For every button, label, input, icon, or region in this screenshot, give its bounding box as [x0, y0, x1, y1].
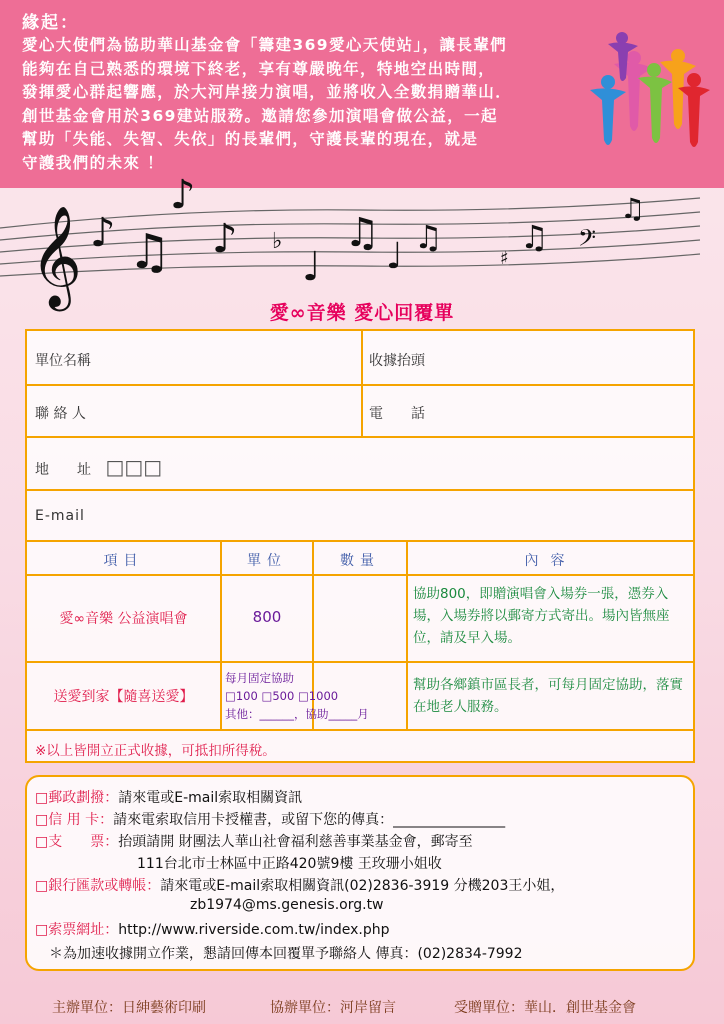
- row-homecare-item: 送愛到家【隨喜送愛】: [53, 689, 194, 705]
- eighth-note-icon: ♪: [90, 210, 116, 256]
- footer-beneficiary: 受贈單位：華山．創世基金會: [454, 1000, 636, 1016]
- row-homecare-content: 幫助各鄉鎮市區長者，可每月固定協助，落實在地老人服務。: [413, 677, 683, 715]
- postal-code-boxes[interactable]: □□□: [105, 455, 163, 479]
- beamed-notes-icon: ♫: [128, 224, 172, 280]
- payment-postal[interactable]: [35, 787, 302, 807]
- payment-check-address: 111台北市士林區中正路420號9樓 王玫珊小姐收: [137, 856, 442, 872]
- divider: [27, 489, 693, 491]
- contact-field[interactable]: 聯 絡 人: [35, 406, 86, 422]
- payment-card-text: 請來電索取信用卡授權書，或留下您的傳真：________________: [113, 812, 506, 828]
- payment-ticket[interactable]: [35, 919, 389, 939]
- footer-co-organizer: 協辦單位：河岸留言: [270, 1000, 396, 1016]
- row-concert-content: 協助800，即贈演唱會入場券一張，憑券入場，入場券將以郵寄方式寄出。場內皆無座位，請及早入場。: [413, 586, 670, 646]
- phone-field[interactable]: 電 話: [369, 406, 425, 422]
- fax-note: ＊為加速收據開立作業，懇請回傳本回覆單予聯絡人 傳真：(02)2834-7992: [49, 946, 523, 962]
- row-homecare-quantity-input[interactable]: [314, 663, 406, 729]
- payment-check-text: 抬頭請開 財團法人華山社會福利慈善事業基金會，郵寄至: [118, 834, 473, 850]
- intro-line: 發揮愛心群起響應，於大河岸接力演唱，並將收入全數捐贈華山．: [22, 83, 513, 101]
- intro-line: 愛心大使們為協助華山基金會「籌建369愛心天使站」，讓長輩們: [22, 36, 508, 54]
- divider: [361, 331, 363, 436]
- divider: [27, 574, 693, 576]
- payment-credit-card[interactable]: [35, 809, 505, 829]
- intro-line: 守護我們的未來 ！: [22, 153, 164, 172]
- bass-clef-icon: 𝄢: [578, 224, 597, 257]
- row-concert-price: 800: [252, 608, 282, 626]
- eighth-note-icon: ♪: [212, 216, 238, 262]
- address-field[interactable]: [35, 455, 162, 479]
- beamed-notes-icon: ♫: [520, 218, 549, 256]
- eighth-note-icon: ♪: [170, 172, 196, 218]
- intro-line: 創世基金會用於369建站服務。邀請您參加演唱會做公益，一起: [22, 106, 498, 125]
- intro-line: 幫助「失能、失智、失依」的長輩們，守護長輩的現在，就是: [22, 130, 479, 148]
- tax-note: ※以上皆開立正式收據，可抵扣所得稅。: [35, 743, 276, 759]
- payment-bank-label: □銀行匯款或轉帳：: [35, 878, 161, 894]
- email-field[interactable]: E-mail: [35, 508, 85, 524]
- receipt-title-field[interactable]: 收據抬頭: [369, 353, 425, 369]
- payment-check-label: □支 票：: [35, 834, 119, 850]
- payment-postal-text: 請來電或E-mail索取相關資訊: [118, 790, 303, 806]
- sharp-icon: ♯: [500, 248, 509, 269]
- treble-clef-icon: 𝄞: [30, 204, 83, 307]
- payment-bank-text: 請來電或E-mail索取相關資訊(02)2836-3919 分機203王小姐，: [160, 878, 565, 894]
- form-title: 愛∞音樂 愛心回覆單: [269, 302, 455, 324]
- intro-line: 能夠在自己熟悉的環境下終老，享有尊嚴晚年，特地空出時間，: [22, 59, 496, 78]
- other-amount-input[interactable]: 其他：______，協助_____月: [225, 707, 369, 721]
- payment-options: [25, 775, 695, 971]
- col-header-item: 項目: [103, 553, 144, 569]
- col-header-content: 內容: [524, 553, 577, 569]
- col-header-unit: 單位: [247, 553, 287, 569]
- beamed-notes-icon: ♫: [414, 218, 443, 256]
- unit-name-field[interactable]: 單位名稱: [35, 353, 91, 369]
- payment-ticket-label: □索票網址：: [35, 922, 119, 938]
- monthly-label: 每月固定協助: [225, 671, 294, 685]
- beamed-notes-icon: ♫: [344, 210, 380, 256]
- flat-icon: ♭: [272, 229, 283, 254]
- address-label: 地 址: [35, 462, 91, 478]
- angel-figure-green: [638, 63, 672, 143]
- col-header-quantity: 數量: [340, 553, 380, 569]
- quarter-note-icon: ♩: [386, 236, 403, 277]
- payment-postal-label: □郵政劃撥：: [35, 790, 119, 806]
- divider: [27, 540, 693, 542]
- quarter-note-icon: ♩: [302, 244, 321, 290]
- payment-check[interactable]: [35, 831, 473, 851]
- divider: [27, 384, 693, 386]
- contact-email: zb1974@ms.genesis.org.tw: [190, 897, 384, 913]
- payment-card-label: □信 用 卡：: [35, 812, 114, 828]
- row-concert-item: 愛∞音樂 公益演唱會: [59, 611, 188, 627]
- beamed-notes-icon: ♫: [620, 192, 646, 225]
- divider: [27, 436, 693, 438]
- row-concert-quantity-input[interactable]: [314, 583, 406, 653]
- intro-title: 緣起：: [22, 13, 79, 33]
- angel-figure-blue: [590, 75, 626, 145]
- intro-text: [22, 34, 592, 175]
- amount-checkboxes[interactable]: □100 □500 □1000: [225, 689, 339, 703]
- angels-logo: [586, 30, 712, 162]
- ticket-url[interactable]: http://www.riverside.com.tw/index.php: [118, 922, 390, 938]
- payment-bank[interactable]: [35, 875, 564, 895]
- divider: [27, 729, 693, 731]
- footer-organizer: 主辦單位：日紳藝術印刷: [52, 1000, 206, 1016]
- reply-form: [25, 329, 695, 763]
